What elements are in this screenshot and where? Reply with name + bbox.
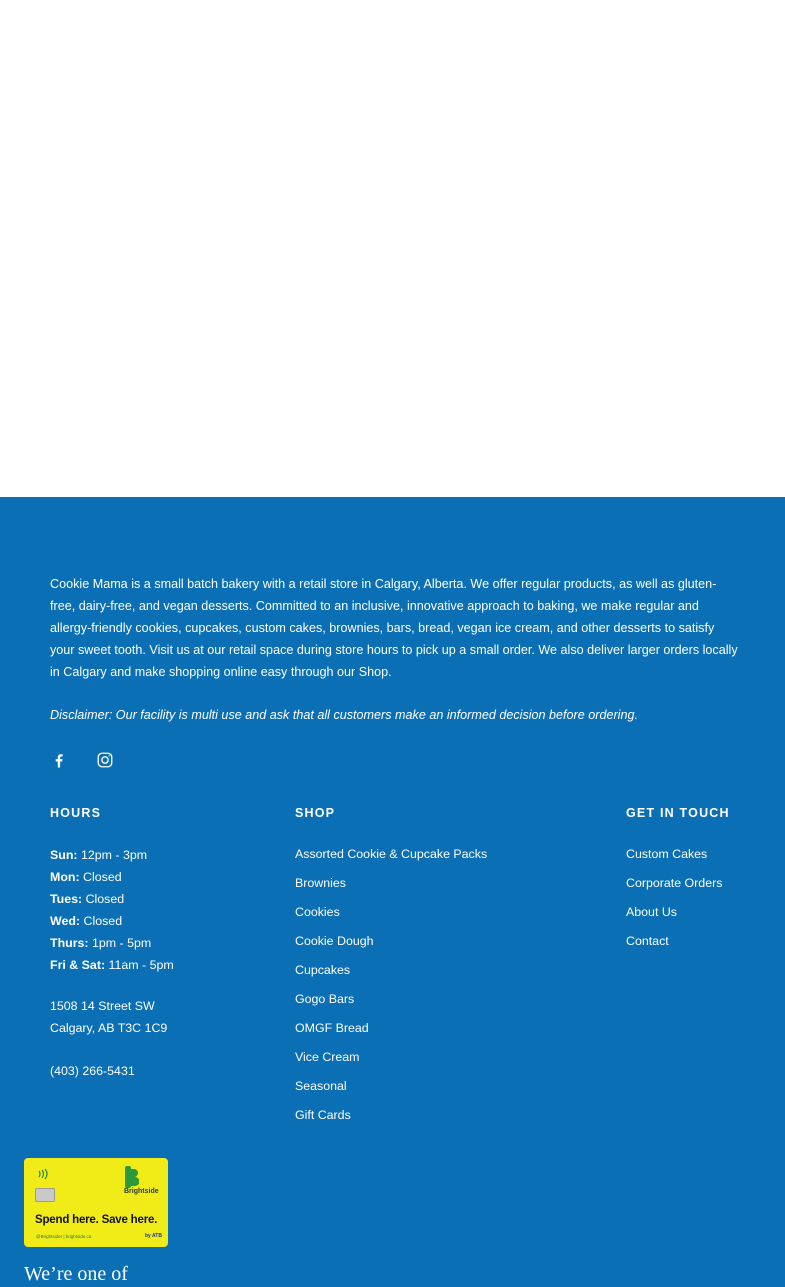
shop-link-omgf-bread[interactable]: OMGF Bread	[295, 1021, 369, 1035]
facebook-link[interactable]	[50, 751, 68, 769]
hours-row	[50, 932, 174, 954]
get-in-touch-heading: GET IN TOUCH	[626, 806, 730, 820]
hours-time: Closed	[83, 914, 123, 928]
list-item	[295, 960, 487, 989]
contact-link-about-us[interactable]: About Us	[626, 905, 677, 919]
hours-day: Mon:	[50, 870, 80, 884]
hours-time: 11am - 5pm	[108, 958, 174, 972]
brightside-promo-card[interactable]	[24, 1158, 168, 1247]
shop-link-gift-cards[interactable]: Gift Cards	[295, 1108, 351, 1122]
list-item	[626, 844, 722, 873]
facebook-icon	[50, 751, 68, 769]
hours-day: Sun:	[50, 848, 78, 862]
card-tagline: Spend here. Save here.	[35, 1214, 158, 1226]
list-item	[295, 989, 487, 1018]
hours-day: Wed:	[50, 914, 81, 928]
hours-row	[50, 910, 174, 932]
hours-row	[50, 866, 174, 888]
hours-list	[50, 844, 174, 976]
shop-links	[295, 844, 487, 1134]
card-issuer: by ATB	[145, 1233, 162, 1239]
shop-link-seasonal[interactable]: Seasonal	[295, 1079, 347, 1093]
hours-time: Closed	[83, 870, 122, 884]
address-line-1: 1508 14 Street SW	[50, 999, 155, 1013]
hours-row	[50, 888, 174, 910]
shop-link-cupcakes[interactable]: Cupcakes	[295, 963, 351, 977]
site-footer	[0, 497, 785, 1287]
card-chip-icon	[35, 1188, 55, 1202]
list-item	[295, 1047, 487, 1076]
shop-link-brownies[interactable]: Brownies	[295, 876, 346, 890]
contact-links	[626, 844, 722, 960]
contact-link-contact[interactable]: Contact	[626, 934, 669, 948]
shop-link-vice-cream[interactable]: Vice Cream	[295, 1050, 360, 1064]
instagram-link[interactable]	[96, 751, 114, 769]
social-links	[50, 751, 114, 769]
list-item	[626, 873, 722, 902]
hours-time: Closed	[85, 892, 125, 906]
brightside-logo-icon	[125, 1166, 139, 1188]
page-content-blank	[0, 0, 785, 497]
hours-row	[50, 954, 174, 976]
shop-link-gogo-bars[interactable]: Gogo Bars	[295, 992, 355, 1006]
contact-link-corporate-orders[interactable]: Corporate Orders	[626, 876, 723, 890]
disclaimer-text: Disclaimer: Our facility is multi use and ask that all customers make an informed decision before ordering.	[50, 708, 638, 722]
contact-link-custom-cakes[interactable]: Custom Cakes	[626, 847, 708, 861]
list-item	[295, 931, 487, 960]
hours-day: Tues:	[50, 892, 83, 906]
list-item	[626, 902, 722, 931]
contactless-icon	[36, 1167, 50, 1181]
hours-day: Thurs:	[50, 936, 89, 950]
bottom-heading-partial: We’re one of	[24, 1263, 128, 1285]
list-item	[295, 1105, 487, 1134]
address-line-2: Calgary, AB T3C 1C9	[50, 1021, 168, 1035]
list-item	[295, 844, 487, 873]
brightside-brand-name: Brightside	[124, 1188, 159, 1195]
list-item	[295, 873, 487, 902]
store-address	[50, 995, 167, 1039]
hours-heading: HOURS	[50, 806, 102, 820]
hours-time: 1pm - 5pm	[92, 936, 152, 950]
hours-row	[50, 844, 174, 866]
shop-link-assorted-packs[interactable]: Assorted Cookie & Cupcake Packs	[295, 847, 488, 861]
list-item	[295, 1076, 487, 1105]
instagram-icon	[96, 751, 114, 769]
list-item	[295, 1018, 487, 1047]
about-paragraph: Cookie Mama is a small batch bakery with a retail store in Calgary, Alberta. We offer regular products, as well as gluten-free, dairy-free, and vegan desserts. Committed to an inclusive, innovative approach to baking, we make regular and allergy-friendly cookies, cupcakes, custom cakes, brownies, bars, bread, vegan ice cream, and other desserts to satisfy your sweet tooth. Visit us at our retail space during store hours to pick up a small order. We also deliver larger orders locally in Calgary and make shopping online easy through our Shop.	[50, 577, 738, 679]
hours-time: 12pm - 3pm	[80, 848, 148, 862]
card-fine-print: @Brightsider | brightside.ca	[36, 1234, 92, 1239]
shop-heading: SHOP	[295, 806, 336, 820]
hours-day: Fri & Sat:	[50, 958, 106, 972]
phone-number[interactable]: (403) 266-5431	[50, 1064, 135, 1078]
list-item	[295, 902, 487, 931]
list-item	[626, 931, 722, 960]
shop-link-cookie-dough[interactable]: Cookie Dough	[295, 934, 374, 948]
shop-link-cookies[interactable]: Cookies	[295, 905, 340, 919]
